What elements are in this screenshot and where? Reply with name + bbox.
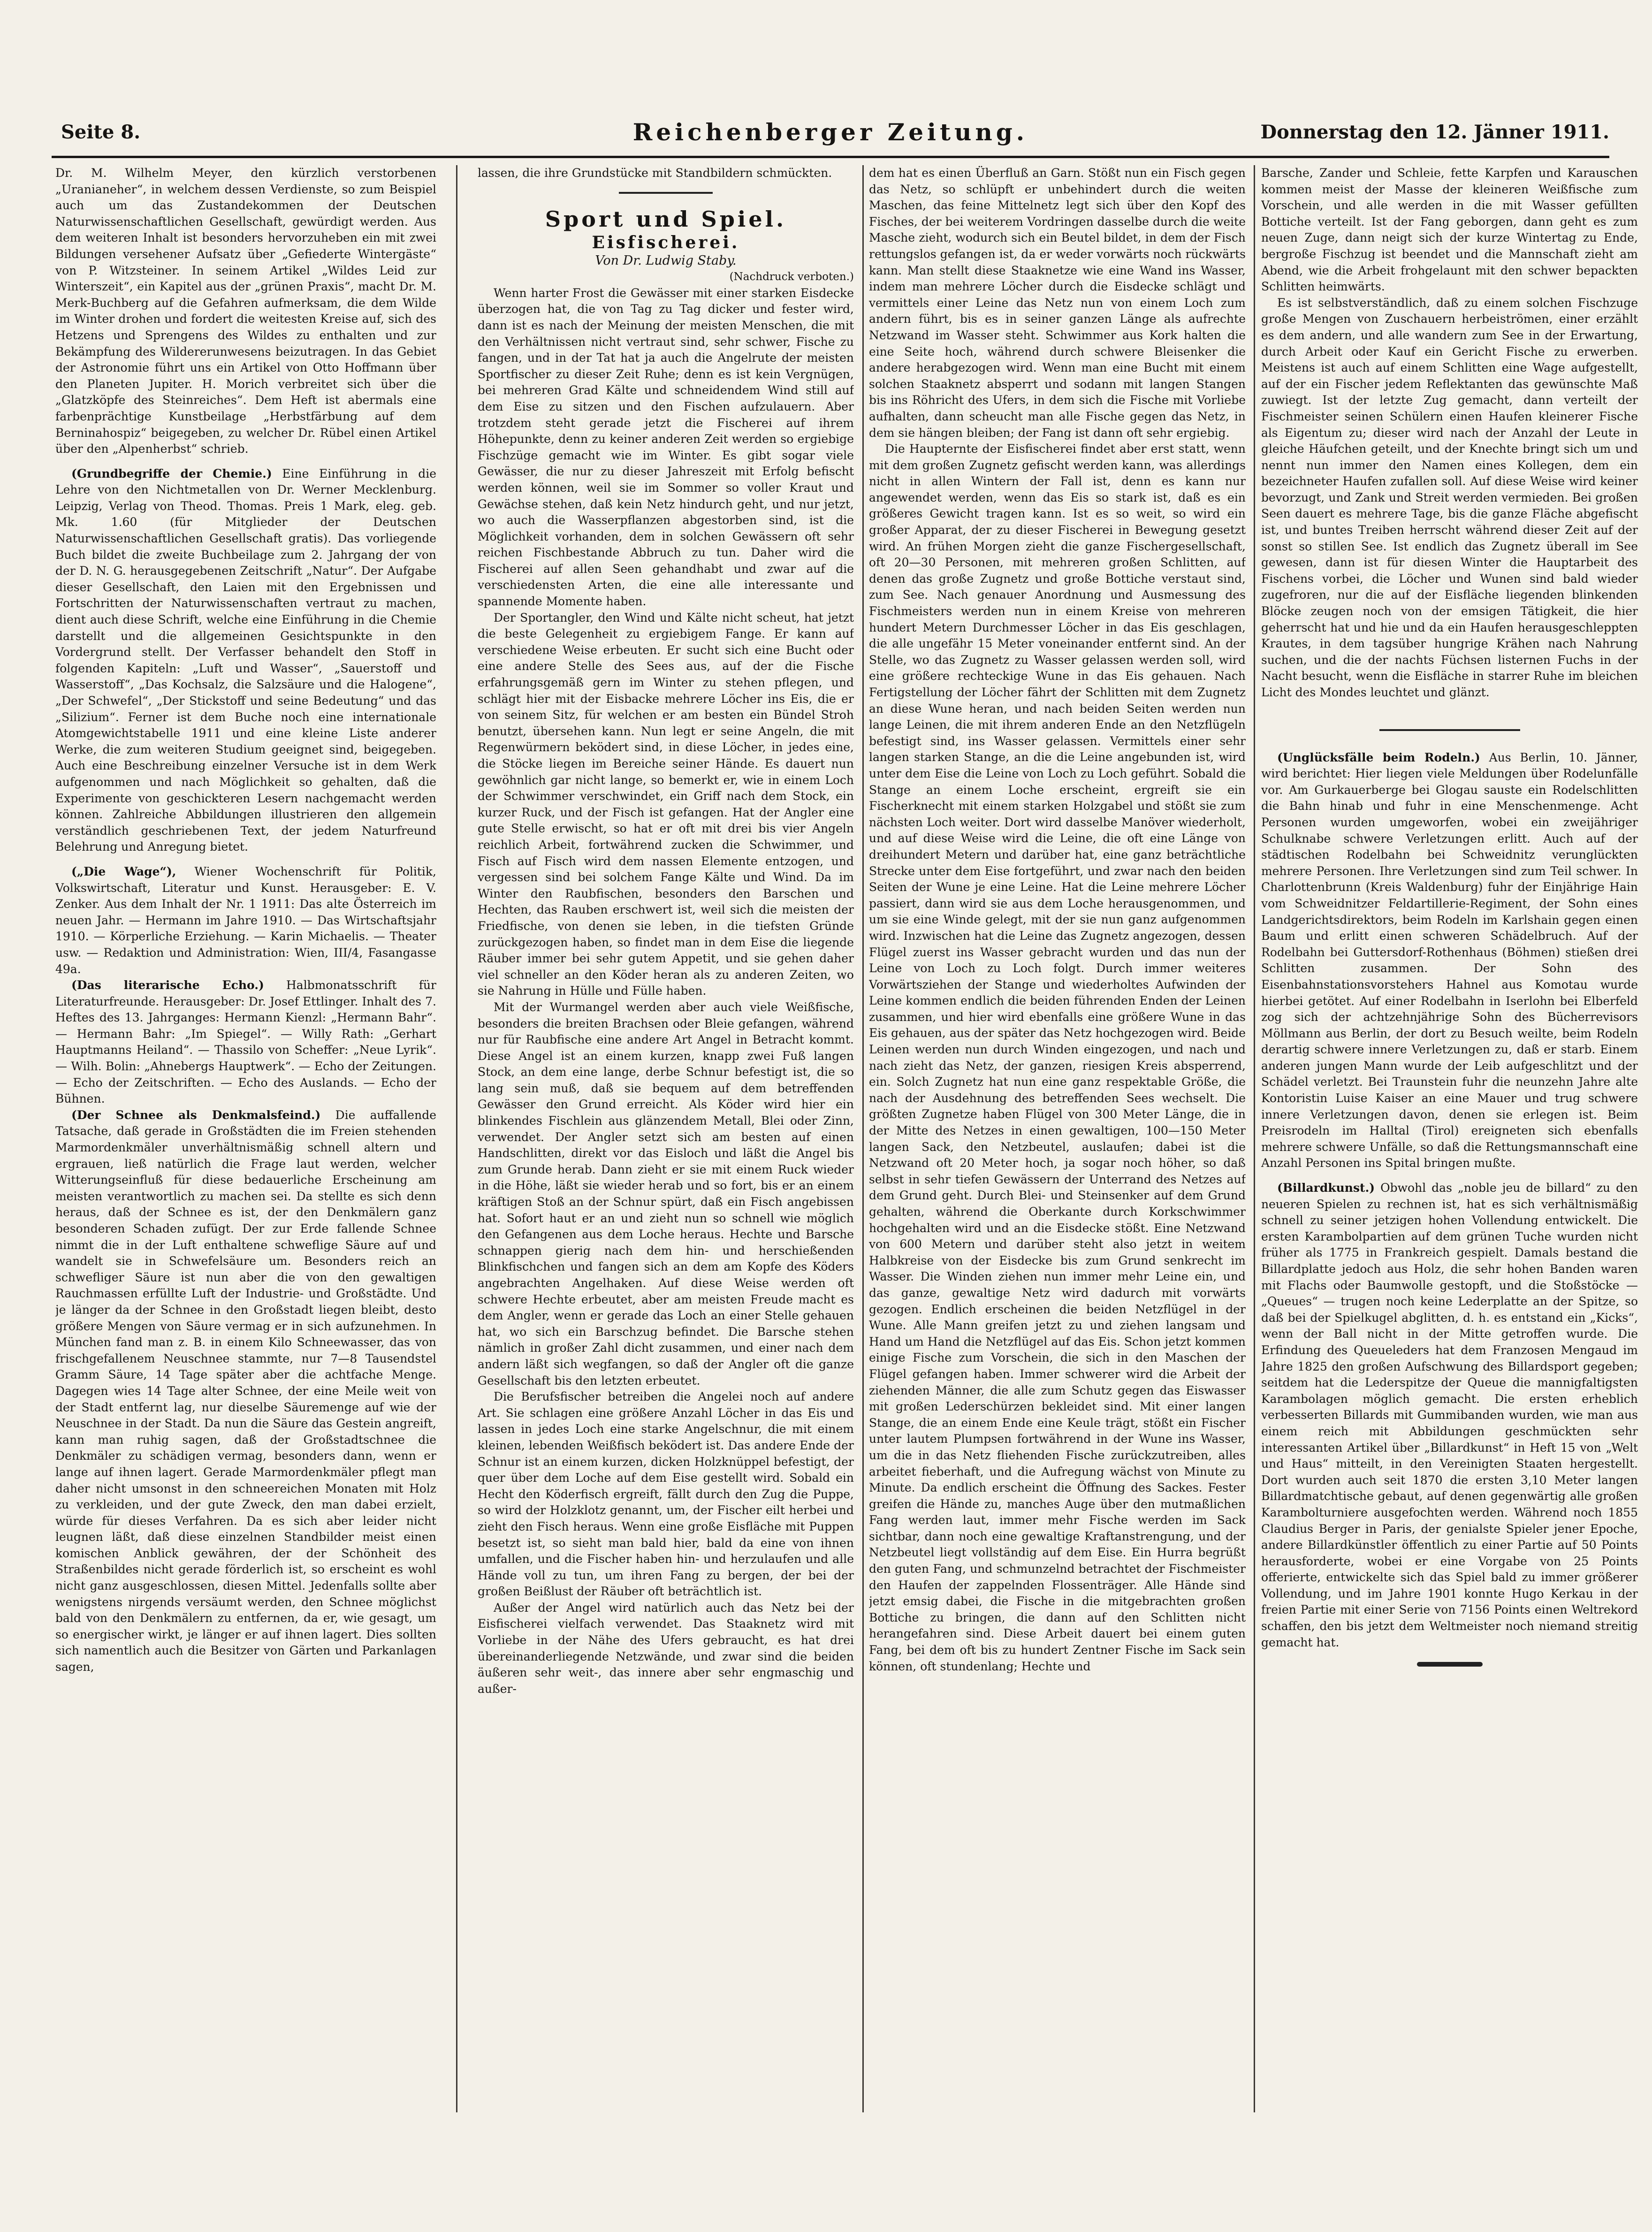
review-heading: (Das literarische Echo.) <box>71 978 264 992</box>
review-heading: („Die Wage“), <box>71 864 176 878</box>
article-paragraph: Es ist selbstverständlich, daß zu einem solchen Fischzuge große Mengen von Zuschauern herbeiströmen, einer erzählt es dem andern, und alle wandern zum See in der Erwartung, durch Arbeit oder Kauf ein Gericht Fische zu erwerben. Meistens ist auch auf einem Schlitten eine Wage aufgestellt, auf der ein Fischer jedem Reflektanten das gewünschte Maß zuwiegt. Ist der letzte Zug gemacht, dann verteilt der Fischmeister seinen Schülern einen Haufen kleinerer Fische als Eigentum zu; dieser wird nach der Anzahl der Leute in gleiche Häufchen geteilt, und der Knechte bringt sich um und nennt nun immer den Namen eines Kollegen, dem ein bezeichneter Haufen zufallen soll. Auf diese Weise wird keiner bevorzugt, und Zank und Streit werden vermieden. Bei großen Seen dauert es mehrere Tage, bis die ganze Fläche abgefischt ist, und buntes Treiben herrscht während dieser Zeit auf der sonst so stillen See. Ist endlich das Zugnetz überall im See gewesen, dann ist für diesen Winter die Hauptarbeit des Fischens vorbei, die Löcher und Wunen sind bald wieder zugefroren, nur die auf der Eisfläche liegenden blinkenden Blöcke zeugen noch von der emsigen Tätigkeit, die hier geherrscht hat und hie und da ein Haufen herausgeschleppten Krautes, in dem tagsüber hungrige Krähen nach Nahrung suchen, und die der nachts Füchsen listernen Fuchs in der Nacht besucht, wenn die Eisfläche in starrer Ruhe im bleichen Licht des Mondes leuchtet und glänzt. <box>1261 296 1638 699</box>
review-text: Eine Einführung in die Lehre von den Nichtmetallen von Dr. Werner Mecklenburg. Leipzig, Verlag von Theod. Thomas. Preis 1 Mark, eleg. geb. Mk. 1.60 (für Mitglieder der Deutschen Naturwissenschaftlichen Gesellschaft gratis). Das vorliegende Buch bildet die zweite Buchbeilage zum 2. Jahrgang der von der D. N. G. herausgegebenen Zeitschrift „Natur“. Der Aufgabe dieser Gesellschaft, den Laien mit den Ergebnissen und Fortschritten der Naturwissenschaften vertraut zu machen, dient auch diese Schrift, welche eine Einführung in die Chemie darstellt und die allgemeinen Gesichtspunkte in den Vordergrund stellt. Der Verfasser behandelt den Stoff in folgenden Kapiteln: „Luft und Wasser“, „Sauerstoff und Wasserstoff“, „Das Kochsalz, die Salzsäure und die Halogene“, „Der Schwefel“, „Der Stickstoff und seine Bedeutung“ und das „Silizium“. Ferner ist dem Buche noch eine internationale Atomgewichtstabelle 1911 und eine kleine Liste anderer Werke, die zum weiteren Studium geeignet sind, beigegeben. Auch eine Beschreibung einzelner Versuche ist in dem Werk aufgenommen und nach Möglichkeit so gehalten, daß die Experimente von geschickteren Lesern nachgemacht werden können. Zahlreiche Abbildungen illustrieren den allgemein verständlich geschriebenen Text, der jedem Naturfreund Belehrung und Anregung bietet. <box>55 466 436 854</box>
review-paragraph <box>55 466 436 855</box>
header-rule <box>52 156 1609 158</box>
section-rule <box>619 192 713 194</box>
column-1 <box>55 165 436 2112</box>
page-header <box>52 118 1609 156</box>
review-text: Wiener Wochenschrift für Politik, Volkswirtschaft, Literatur und Kunst. Herausgeber: E. V. Zenker. Aus dem Inhalt der Nr. 1 1911: Das alte Österreich im neuen Jahr. — Hermann im Jahre 1910. — Das Wirtschaftsjahr 1910. — Körperliche Erziehung. — Karin Michaelis. — Theater usw. — Redaktion und Administration: Wien, III/4, Fasangasse 49a. <box>55 864 436 976</box>
article-paragraph: Mit der Wurmangel werden aber auch viele Weißfische, besonders die breiten Brachsen oder Bleie gefangen, während nur für Raubfische eine andere Art Angel in Betracht kommt. Diese Angel ist an einem kurzen, knapp zwei Fuß langen Stock, an dem eine lange, derbe Schnur befestigt ist, die so lang sein muß, daß sie bequem auf dem betreffenden Gewässer den Grund erreicht. Als Köder wird hier ein blinkendes Fischlein aus glänzendem Metall, Blei oder Zinn, verwendet. Der Angler setzt sich am besten auf einen Handschlitten, direkt vor das Eisloch und läßt die Angel bis zum Grunde herab. Dann zieht er sie mit einem Ruck wieder in die Höhe, läßt sie wieder herab und so fort, bis er an einem kräftigen Stoß an der Schnur spürt, daß ein Fisch angebissen hat. Sofort haut er an und zieht nun so schnell wie möglich den Gefangenen aus dem Loche heraus. Hechte und Barsche schnappen gierig nach dem hin- und herschießenden Blinkfischchen und fangen sich an dem am Kopfe des Köders angebrachten Angelhaken. Auf diese Weise werden oft schwere Hechte erbeutet, aber am meisten Freude macht es dem Angler, wenn er gerade das Loch an einer Stelle gehauen hat, wo sich ein Barschzug befindet. Die Barsche stehen nämlich in großer Zahl dicht zusammen, und einer nach dem andern läßt sich wegfangen, so daß der Angler oft die ganze Gesellschaft bis den letzten erbeutet. <box>478 1000 854 1387</box>
review-paragraph <box>55 977 436 1107</box>
news-text: Aus Berlin, 10. Jänner, wird berichtet: Hier liegen viele Meldungen über Rodelunfälle vor. Am Gurkauerberge bei Glogau sauste ein Rodelschlitten die Bahn hinab und fuhr in eine Menschenmenge. Acht Personen wurden umgeworfen, wobei ein zweijähriger Schulknabe schwere Verletzungen erlitt. Auch auf der städtischen Rodelbahn bei Schweidnitz verunglückten mehrere Personen. Ihre Verletzungen sind zum Teil schwer. In Charlottenbrunn (Kreis Waldenburg) fuhr der Einjährige Hain vom Schweidnitzer Feldartillerie-Regiment, der Sohn eines Landgerichtsdirektors, beim Rodeln im Karlshain gegen einen Baum und erlitt einen schweren Schädelbruch. Auf der Rodelbahn bei Guttersdorf-Rothenhaus (Böhmen) stießen drei Schlitten zusammen. Der Sohn des Eisenbahnstationsvorstehers Hahnel aus Komotau wurde hierbei getötet. Auf einer Rodelbahn in Iserlohn bei Elberfeld zog sich der achtzehnjährige Sohn des Bücherrevisors Möllmann aus Berlin, der dort zu Besuch weilte, beim Rodeln derartig schwere innere Verletzungen zu, daß er starb. Einem anderen jungen Mann wurde der Leib aufgeschlitzt und der Schädel verletzt. Bei Traunstein fuhr die neunzehn Jahre alte Kontoristin Luise Kaiser an eine Mauer und trug schwere innere Verletzungen davon, denen sie erlegen ist. Beim Preisrodeln im Halltal (Tirol) ereigneten sich ebenfalls mehrere schwere Unfälle, so daß die Rettungsmannschaft eine Anzahl Personen ins Spital bringen mußte. <box>1261 750 1638 1170</box>
news-heading: (Billardkunst.) <box>1277 1181 1375 1195</box>
news-heading: (Der Schnee als Denkmalsfeind.) <box>71 1108 321 1122</box>
end-ornament <box>1417 1662 1483 1667</box>
news-paragraph <box>1261 1180 1638 1651</box>
article-separator <box>1379 729 1520 731</box>
column-2 <box>478 165 854 2112</box>
news-heading: (Unglücksfälle beim Rodeln.) <box>1277 750 1480 764</box>
review-paragraph <box>55 864 436 977</box>
column-divider <box>456 165 457 2112</box>
column-divider <box>862 165 864 2112</box>
article-paragraph: Wenn harter Frost die Gewässer mit einer starken Eisdecke überzogen hat, die von Tag zu Tag dicker und fester wird, dann ist es nach der Meinung der meisten Menschen, die mit den Verhältnissen nicht vertraut sind, sehr schwer, Fische zu fangen, und in der Tat hat ja auch die Angelrute der meisten Sportfischer zu dieser Zeit Ruhe; denn es ist kein Vergnügen, bei mehreren Grad Kälte und schneidendem Wind still auf dem Eise zu sitzen und den Fischen aufzulauern. Aber trotzdem steht gerade jetzt die Fischerei auf ihrem Höhepunkte, denn zu keiner anderen Zeit werden so ergiebige Fischzüge gemacht wie im Winter. Es gibt sogar viele Gewässer, die nur zu dieser Jahreszeit mit Erfolg befischt werden können, weil sie im Sommer so voller Kraut und Gewächse stehen, daß kein Netz hindurch geht, und nur jetzt, wo auch die Wasserpflanzen abgestorben sind, ist die Möglichkeit vorhanden, dem in solchen Gewässern oft sehr reichen Fischbestande Abbruch zu tun. Daher wird die Fischerei auf allen Seen gehandhabt und zwar auf die verschiedensten Arten, die eine alle interessante und spannende Momente haben. <box>478 286 854 609</box>
article-byline: Von Dr. Ludwig Staby. <box>595 253 737 268</box>
page-number: Seite 8. <box>61 121 141 143</box>
issue-date: Donnerstag den 12. Jänner 1911. <box>1260 121 1609 143</box>
article-paragraph: dem hat es einen Überfluß an Garn. Stößt nun ein Fisch gegen das Netz, so schlüpft er unbehindert durch die weiten Maschen, das feine Mittelnetz legt sich über den Kopf des Fisches, der bei weiterem Vordringen dasselbe durch die weite Masche zieht, wodurch sich ein Beutel bildet, in dem der Fisch rettungslos gefangen ist, da er weder vorwärts noch rückwärts kann. Man stellt diese Staaknetze wie eine Wand ins Wasser, indem man mehrere Löcher durch die Eisdecke schlägt und vermittels einer Leine das Netz nun von einem Loch zum andern führt, bis es in seiner ganzen Länge als aufrechte Netzwand im Wasser steht. Schwimmer aus Kork halten die eine Seite hoch, während durch schwere Bleisenker die andere herabgezogen wird. Wenn man eine Bucht mit einem solchen Staaknetz absperrt und sodann mit langen Stangen bis ins Röhricht des Ufers, in dem sich die Fische mit Vorliebe aufhalten, dann scheucht man alle Fische gegen das Netz, in dem sie hängen bleiben; der Fang ist dann oft sehr ergiebig. <box>869 166 1246 440</box>
news-paragraph <box>55 1107 436 1676</box>
review-heading: (Grundbegriffe der Chemie.) <box>71 466 272 480</box>
news-text: Obwohl das „noble jeu de billard“ zu den neueren Spielen zu rechnen ist, hat es sich verhältnismäßig schnell zu seiner jetzigen hohen Vollendung entwickelt. Die ersten Karambolpartien auf dem grünen Tuche wurden nicht früher als 1775 in Frankreich gespielt. Damals bestand die Billardplatte jedoch aus Holz, die sehr hohen Banden waren mit Flachs oder Baumwolle gestopft, und die Stoßstöcke — „Queues“ — trugen noch keine Lederplatte an der Spitze, so daß bei der Spielkugel abglitten, d. h. es entstand ein „Kicks“, wenn der Ball nicht in der Mitte getroffen wurde. Die Erfindung des Queueleders hat dem Franzosen Mengaud im Jahre 1825 den großen Aufschwung des Billardsport gegeben; seitdem hat die Lederspitze der Queue die mannigfaltigsten Karambolagen möglich gemacht. Die ersten erheblich verbesserten Billards mit Gummibanden wurden, wie man aus einem reich mit Abbildungen geschmückten sehr interessanten Artikel über „Billardkunst“ in Heft 15 von „Welt und Haus“ mitteilt, in den Vereinigten Staaten hergestellt. Dort wurden auch seit 1870 die ersten 3,10 Meter langen Billardmatchtische gebaut, auf denen gegenwärtig alle großen Karambolturniere ausgefochten werden. Während noch 1855 Claudius Berger in Paris, der genialste Spieler jener Epoche, andere Billardkünstler öffentlich zu einer Partie auf 50 Points herausforderte, wobei er eine Vorgabe von 25 Points offerierte, entwickelte sich das Spiel bald zu immer größerer Vollendung, und im Jahre 1901 konnte Hugo Kerkau in der freien Partie mit einer Serie von 7156 Points einen Weltrekord schaffen, den bis jetzt dem Weltmeister noch niemand streitig gemacht hat. <box>1261 1181 1638 1649</box>
review-text: Halbmonatsschrift für Literaturfreunde. Herausgeber: Dr. Josef Ettlinger. Inhalt des 7. Heftes des 13. Jahrganges: Hermann Kienzl: „Hermann Bahr“. — Hermann Bahr: „Im Spiegel“. — Willy Rath: „Gerhart Hauptmanns Heiland“. — Thassilo von Scheffer: „Neue Lyrik“. — Wilh. Bolin: „Ahnebergs Hauptwerk“. — Echo der Zeitungen. — Echo der Zeitschriften. — Echo des Auslands. — Echo der Bühnen. <box>55 978 436 1106</box>
reprint-note: (Nachdruck verboten.) <box>729 271 854 283</box>
article-paragraph: Der Sportangler, den Wind und Kälte nicht scheut, hat jetzt die beste Gelegenheit zu ergiebigem Fange. Er kann auf verschiedene Weise erbeuten. Er sucht sich eine Bucht oder eine andere Stelle des Sees aus, auf der die Fische erfahrungsgemäß gern im Winter zu stehen pflegen, und schlägt hier mit der Eisbacke mehrere Löcher ins Eis, die er von seinem Sitz, für welchen er am besten ein Bündel Stroh benutzt, übersehen kann. Nun legt er seine Angeln, die mit Regenwürmern beködert sind, in diese Löcher, in jedes eine, die Stöcke liegen im Bereiche seiner Hände. Es dauert nun gewöhnlich gar nicht lange, so bemerkt er, wie in einem Loch der Schwimmer verschwindet, ein Griff nach dem Stock, ein kurzer Ruck, und der Fisch ist gefangen. Hat der Angler eine gute Stelle erwischt, so hat er oft mit drei bis vier Angeln reichlich Arbeit, fortwährend zucken die Schwimmer, und Fisch auf Fisch wird dem nassen Elemente entzogen, und vergessen sind bei solchem Fange Kälte und Wind. Da im Winter den Raubfischen, besonders den Barschen und Hechten, das Rauben erschwert ist, weil sich die meisten der Friedfische, von denen sie leben, in die tiefsten Gründe zurückgezogen haben, so findet man in dem Eise die liegende Räuber immer bei sehr gutem Appetit, und sie gehen daher viel schneller an den Köder heran als zu anderen Zeiten, wo sie Nahrung in Hülle und Fülle haben. <box>478 610 854 998</box>
article-title: Eisfischerei. <box>592 232 740 252</box>
news-text: Die auffallende Tatsache, daß gerade in Großstädten die im Freien stehenden Marmordenkmäler unverhältnismäßig schnell altern und ergrauen, ließ natürlich die Frage laut werden, welcher Witterungseinfluß für diese bedauerliche Erscheinung am meisten verantwortlich zu machen sei. Da stellte es sich denn heraus, daß der Schnee es ist, der den Denkmälern ganz besonderen Schaden zufügt. Der zur Erde fallende Schnee nimmt die in der Luft enthaltene schweflige Säure auf und wandelt sie in Schwefelsäure um. Besonders reich an schwefliger Säure ist nun aber die von den gewaltigen Rauchmassen erfüllte Luft der Industrie- und Großstädte. Und je länger da der Schnee in den Großstadt liegen bleibt, desto größere Mengen von Säure vermag er in sich aufzunehmen. In München fand man z. B. in einem Kilo Schneewasser, das von frischgefallenem Neuschnee stammte, nur 7—8 Tausendstel Gramm Säure, 14 Tage später aber die achtfache Menge. Dagegen wies 14 Tage alter Schnee, der eine Meile weit von der Stadt entfernt lag, nur dieselbe Säuremenge auf wie der Neuschnee in der Stadt. Da nun die Säure das Gestein angreift, kann man ruhig sagen, daß der Großstadtschnee die Denkmäler zu schädigen vermag, besonders dann, wenn er lange auf ihnen lagert. Gerade Marmordenkmäler pflegt man daher nicht umsonst in den schneereichen Monaten mit Holz zu verkleiden, und der gute Zweck, den man dabei erzielt, würde für dieses Verfahren. Da es sich aber leider nicht leugnen läßt, daß diese einzelnen Standbilder meist einen komischen Anblick gewähren, der der Schönheit des Straßenbildes nicht gerade förderlich ist, so erscheint es wohl nicht ganz ausgeschlossen, diesen Mittel. Jedenfalls sollte aber wenigstens nirgends versäumt werden, den Schnee möglichst bald von den Denkmälern zu entfernen, da er, wie gesagt, um so energischer wirkt, je länger er auf ihnen lagert. Dies sollten sich namentlich auch die Besitzer von Gärten und Parkanlagen sagen, <box>55 1108 436 1674</box>
article-paragraph: Die Berufsfischer betreiben die Angelei noch auf andere Art. Sie schlagen eine größere Anzahl Löcher in das Eis und lassen in jedes Loch eine starke Angelschnur, die mit einem kleinen, lebenden Weißfisch beködert ist. Das andere Ende der Schnur ist an einem kurzen, dicken Holzknüppel befestigt, der quer über dem Loche auf dem Eise gestellt wird. Sobald ein Hecht den Köderfisch ergreift, fällt durch den Zug die Puppe, so wird der Holzklotz genannt, um, der Fischer eilt herbei und zieht den Fisch heraus. Wenn eine große Eisfläche mit Puppen besetzt ist, so sieht man bald hier, bald da eine von ihnen umfallen, und die Fischer haben hin- und herzulaufen und alle Hände voll zu tun, um ihren Fang zu bergen, der bei der großen Beißlust der Räuber oft beträchtlich ist. <box>478 1390 854 1599</box>
article-paragraph: Die Haupternte der Eisfischerei findet aber erst statt, wenn mit dem großen Zugnetz gefischt werden kann, was allerdings nicht in allen Wintern der Fall ist, denn es kann nur angewendet werden, wenn das Eis so stark ist, daß es ein größeres Gewicht tragen kann. Ist es so weit, so wird ein großer Apparat, der zu dieser Fischerei in Bewegung gesetzt wird. An frühen Morgen zieht die ganze Fischergesellschaft, oft 20—30 Personen, mit mehreren großen Schlitten, auf denen das große Zugnetz und große Bottiche verstaut sind, zum See. Nach genauer Anordnung und Ausmessung des Fischmeisters werden nun in einem Kreise von mehreren hundert Metern Durchmesser Löcher in das Eis geschlagen, die alle ungefähr 15 Meter voneinander entfernt sind. An der Stelle, wo das Zugnetz zu Wasser gelassen werden soll, wird eine größere rechteckige Wune in das Eis gehauen. Nach Fertigstellung der Löcher fährt der Schlitten mit dem Zugnetz an diese Wune heran, und nach beiden Seiten werden nun lange Leinen, die mit ihrem anderen Ende an den Netzflügeln befestigt sind, ins Wasser gelassen. Vermittels einer sehr langen starken Stange, an die die Leine angebunden ist, wird unter dem Eise die Leine von Loch zu Loch geführt. Sobald die Stange an einem Loche erscheint, ergreift sie ein Fischerknecht mit einem starken Holzgabel und stößt sie zum nächsten Loch weiter. Dort wird dasselbe Manöver wiederholt, und auf diese Weise wird die Leine, die oft eine Länge von dreihundert Metern und darüber hat, eine ganz beträchtliche Strecke unter dem Eise fortgeführt, und zwar nach den beiden Seiten der Wune je eine Leine. Hat die Leine mehrere Löcher passiert, dann wird sie aus dem Loche herausgenommen, und um sie eine Winde gelegt, mit der sie nun ganz aufgenommen wird. Inzwischen hat die Leine das Zugnetz angezogen, dessen Flügel zuerst ins Wasser gebracht wurden und das nun der Leine von Loch zu Loch folgt. Durch immer weiteres Vorwärtsziehen der Stange und wiederholtes Aufwinden der Leine kommen endlich die beiden führenden Enden der Leinen zusammen, und hier wird ebenfalls eine größere Wune in das Eis gehauen, aus der später das Netz hochgezogen wird. Beide Leinen werden nun durch Winden eingezogen, und nach und nach zieht das Netz, der ganzen, riesigen Kreis absperrend, ein. Solch Zugnetz hat nun eine ganz respektable Größe, die nach der Ausdehnung des betreffenden Sees wechselt. Die größten Zugnetze haben Flügel von 300 Meter Länge, die in der Mitte des Netzes in einen gewaltigen, 100—150 Meter langen Sack, den Netzbeutel, auslaufen; dabei ist die Netzwand oft 20 Meter hoch, ja sogar noch höher, so daß selbst in sehr tiefen Gewässern der Unterrand des Netzes auf dem Grund geht. Durch Blei- und Steinsenker auf dem Grund gehalten, während die Oberkante durch Korkschwimmer hochgehalten wird und an die Eisdecke stößt. Eine Netzwand von 600 Metern und darüber steht also jetzt in weitem Halbkreise von der Eisdecke bis zum Grund senkrecht im Wasser. Die Winden ziehen nun immer mehr Leine ein, und das ganze, gewaltige Netz wird dadurch mit vorwärts gezogen. Endlich erscheinen die beiden Netzflügel in der Wune. Alle Mann greifen jetzt zu und ziehen langsam und Hand um Hand die Netzflügel auf das Eis. Schon jetzt kommen einige Fische zum Vorschein, die sich in den Maschen der Flügel gefangen haben. Immer schwerer wird die Arbeit der ziehenden Männer, die alle zum Schutz gegen das Eiswasser mit großen Lederschürzen bekleidet sind. Mit einer langen Stange, die an einem Ende eine Keule trägt, stößt ein Fischer unter lautem Plumpsen fortwährend in der Wune ins Wasser, um die in das Netz fliehenden Fische zurückzutreiben, alles arbeitet fieberhaft, und die Aufregung wächst von Minute zu Minute. Da endlich erscheint die Öffnung des Sackes. Fester greifen die Hände zu, manches Auge über den mutmaßlichen Fang werden laut, immer mehr Fische werden im Sack sichtbar, dann noch eine gewaltige Kraftanstrengung, und der Netzbeutel liegt vollständig auf dem Eise. Ein Hurra begrüßt den guten Fang, und schmunzelnd betrachtet der Fischmeister den Haufen der zappelnden Flossenträger. Alle Hände sind jetzt emsig dabei, die Fische in die mitgebrachten großen Bottiche zu bringen, die dann auf den Schlitten nicht herangefahren sind. Diese Arbeit dauert bei einem guten Fang, bei dem oft bis zu hundert Zentner Fische im Sack sein können, oft stundenlang; Hechte und <box>869 442 1246 1673</box>
article-paragraph: Dr. M. Wilhelm Meyer, den kürzlich verstorbenen „Uranianeher“, in welchem dessen Verdienste, so zum Beispiel auch um das Zustandekommen der Deutschen Naturwissenschaftlichen Gesellschaft, gewürdigt werden. Aus dem weiteren Inhalt ist besonders hervorzuheben ein mit zwei Bildungen versehener Aufsatz über „Gefiederte Wintergäste“ von P. Witzsteiner. In seinem Artikel „Wildes Leid zur Winterszeit“, ein Kapitel aus der „grünen Praxis“, macht Dr. M. Merk-Buchberg auf die Gefahren aufmerksam, die dem Wilde im Winter drohen und fordert die weitesten Kreise auf, sich des Hetzens und Sprengens des Wildes zu enthalten und zur Bekämpfung des Wildererunwesens beizutragen. In das Gebiet der Astronomie führt uns ein Artikel von Otto Hoffmann über den Planeten Jupiter. H. Morich verbreitet sich über die „Glatzköpfe des Steinreiches“. Dem Heft ist abermals eine farbenprächtige Kunstbeilage „Herbstfärbung auf dem Berninahospiz“ beigegeben, zu welcher Dr. Rübel einen Artikel über den „Alpenherbst“ schrieb. <box>55 166 436 456</box>
article-paragraph: Außer der Angel wird natürlich auch das Netz bei der Eisfischerei vielfach verwendet. Das Staaknetz wird mit Vorliebe in der Nähe des Ufers gebraucht, es hat drei übereinanderliegende Netzwände, und zwar sind die beiden äußeren sehr weit-, das innere aber sehr engmaschig und außer- <box>478 1600 854 1696</box>
column-divider <box>1254 165 1255 2112</box>
column-4 <box>1261 165 1638 2112</box>
section-title: Sport und Spiel. <box>545 206 787 232</box>
article-paragraph: lassen, die ihre Grundstücke mit Standbildern schmückten. <box>478 166 832 180</box>
article-paragraph: Barsche, Zander und Schleie, fette Karpfen und Karauschen kommen meist der Masse der kleineren Weißfische zum Vorschein, und alle werden in die mit Wasser gefüllten Bottiche verteilt. Ist der Fang geborgen, dann geht es zum neuen Zuge, dann neigt sich der kurze Wintertag zu Ende, bergroße Fischzug ist beendet und die Mannschaft zieht am Abend, wie die Arbeit frohgelaunt mit den schwer bepackten Schlitten heimwärts. <box>1261 166 1638 294</box>
news-paragraph <box>1261 750 1638 1172</box>
newspaper-title: Reichenberger Zeitung. <box>632 118 1028 146</box>
column-3 <box>869 165 1246 2112</box>
